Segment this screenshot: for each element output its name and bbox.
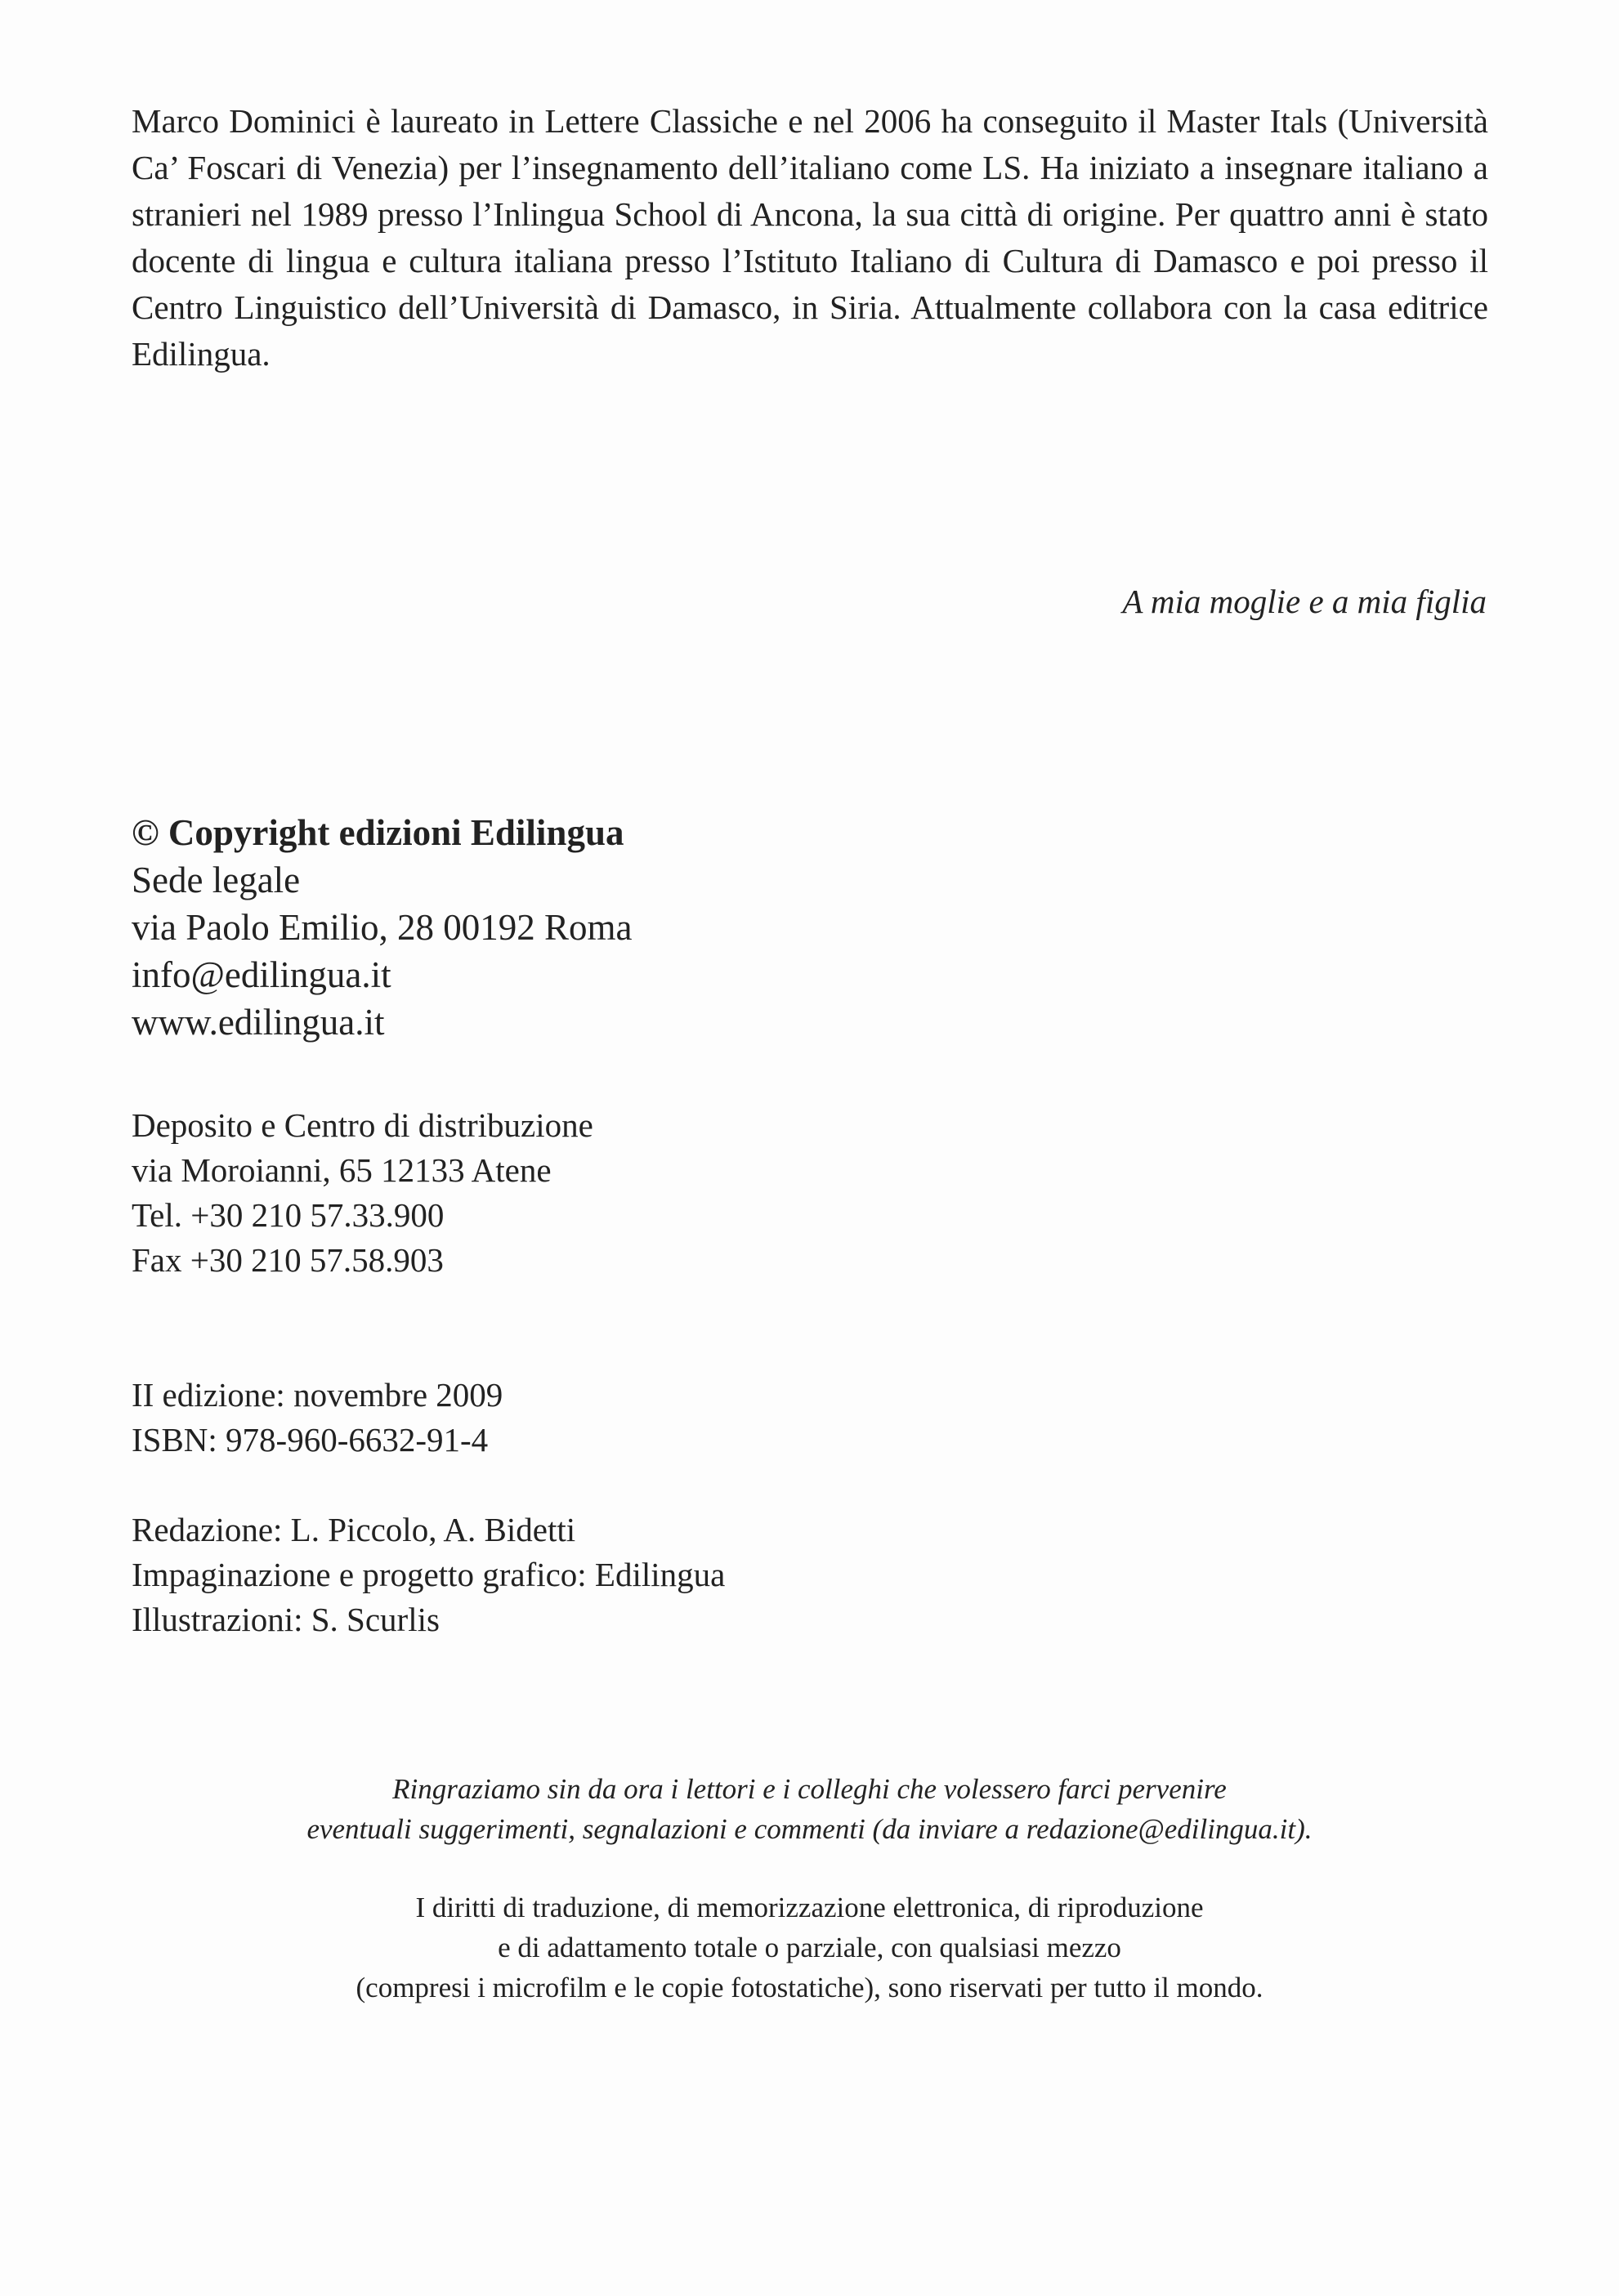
credits — [132, 1508, 725, 1642]
dedication: A mia moglie e a mia figlia — [1122, 583, 1487, 620]
acknowledgement-note — [0, 1769, 1619, 1849]
publisher-email: info@edilingua.it — [132, 954, 391, 995]
edition-date: II edizione: novembre 2009 — [132, 1376, 503, 1414]
distribution-label: Deposito e Centro di distribuzione — [132, 1106, 593, 1144]
publisher-website: www.edilingua.it — [132, 1002, 385, 1043]
legal-seat-label: Sede legale — [132, 860, 301, 900]
rights-line-3: (compresi i microfilm e le copie fotostatiche), sono riservati per tutto il mondo. — [356, 1972, 1263, 2003]
publisher-info — [132, 809, 632, 1046]
isbn: ISBN: 978-960-6632-91-4 — [132, 1421, 489, 1458]
distribution-info — [132, 1103, 593, 1283]
legal-address: via Paolo Emilio, 28 00192 Roma — [132, 907, 633, 948]
rights-notice — [0, 1887, 1619, 2008]
distribution-phone: Tel. +30 210 57.33.900 — [132, 1196, 445, 1234]
copyright-heading: © Copyright edizioni Edilingua — [132, 812, 624, 853]
acknowledgement-line-1: Ringraziamo sin da ora i lettori e i colleghi che volessero farci pervenire — [392, 1773, 1227, 1805]
author-bio: Marco Dominici è laureato in Lettere Classiche e nel 2006 ha conseguito il Master Itals (Università Ca’ Foscari di Venezia) per l’insegnamento dell’italiano come LS. Ha iniziato a insegnare italiano a stranieri nel 1989 presso l’Inlingua School di Ancona, la sua città di origine. Per quattro anni è stato docente di lingua e cultura italiana presso l’Istituto Italiano di Cultura di Damasco e poi presso il Centro Linguistico dell’Università di Damasco, in Siria. Attualmente collabora con la casa editrice Edilingua. — [132, 102, 1488, 373]
rights-line-2: e di adattamento totale o parziale, con qualsiasi mezzo — [498, 1932, 1121, 1963]
distribution-fax: Fax +30 210 57.58.903 — [132, 1241, 444, 1279]
editing-credit: Redazione: L. Piccolo, A. Bidetti — [132, 1511, 576, 1548]
acknowledgement-line-2: eventuali suggerimenti, segnalazioni e commenti (da inviare a redazione@edilingua.it). — [306, 1813, 1313, 1845]
layout-credit: Impaginazione e progetto grafico: Edilingua — [132, 1556, 726, 1593]
rights-line-1: I diritti di traduzione, di memorizzazione elettronica, di riproduzione — [415, 1892, 1204, 1923]
illustrations-credit: Illustrazioni: S. Scurlis — [132, 1601, 440, 1638]
edition-info — [132, 1373, 503, 1463]
distribution-address: via Moroianni, 65 12133 Atene — [132, 1151, 552, 1189]
